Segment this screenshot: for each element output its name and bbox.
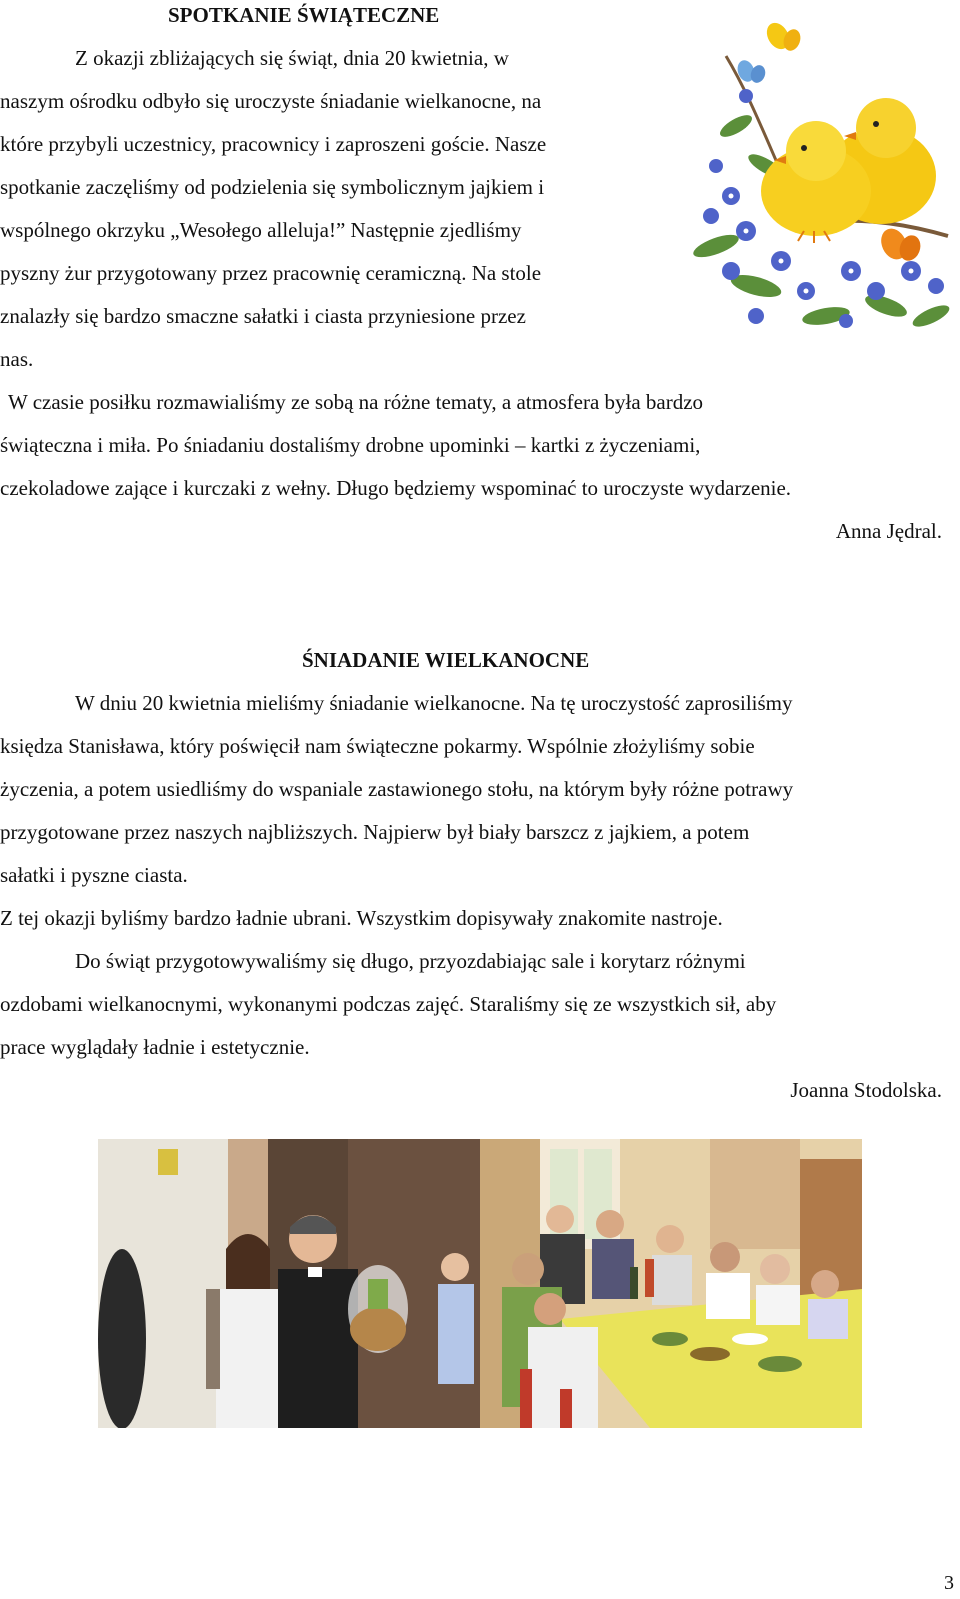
paragraph-line: znalazły się bardzo smaczne sałatki i ciasta przyniesione przez: [0, 304, 526, 328]
paragraph-line: W dniu 20 kwietnia mieliśmy śniadanie wielkanocne. Na tę uroczystość zaprosiliśmy: [75, 691, 793, 715]
paragraph-line: przygotowane przez naszych najbliższych. Najpierw był biały barszcz z jajkiem, a potem: [0, 820, 750, 844]
paragraph-line: które przybyli uczestnicy, pracownicy i zaproszeni goście. Nasze: [0, 132, 547, 156]
paragraph-line: świąteczna i miła. Po śniadaniu dostaliśmy drobne upominki – kartki z życzeniami,: [0, 433, 701, 457]
paragraph-line: Z tej okazji byliśmy bardzo ładnie ubrani. Wszystkim dopisywały znakomite nastroje.: [0, 906, 723, 930]
paragraph-line: pyszny żur przygotowany przez pracownię ceramiczną. Na stole: [0, 261, 542, 285]
paragraph-line: spotkanie zaczęliśmy od podzielenia się symbolicznym jajkiem i: [0, 175, 545, 199]
paragraph-line: Do świąt przygotowywaliśmy się długo, przyozdabiając sale i korytarz różnymi: [75, 949, 746, 973]
butterfly-yellow: [762, 19, 803, 53]
easter-chicks-illustration: [686, 16, 956, 338]
paragraph-line: nas.: [0, 347, 34, 371]
paragraph-line: życzenia, a potem usiedliśmy do wspaniale zastawionego stołu, na którym były różne potrawy: [0, 777, 794, 801]
paragraph-line: W czasie posiłku rozmawialiśmy ze sobą na różne tematy, a atmosfera była bardzo: [8, 390, 704, 414]
section-title-sniadanie: ŚNIADANIE WIELKANOCNE: [302, 648, 590, 672]
section-title-spotkanie: SPOTKANIE ŚWIĄTECZNE: [168, 3, 440, 27]
author-signature: Joanna Stodolska.: [790, 1078, 942, 1102]
author-signature: Anna Jędral.: [835, 519, 942, 543]
page-number: 3: [944, 1572, 954, 1594]
paragraph-line: prace wyglądały ładnie i estetycznie.: [0, 1035, 310, 1059]
paragraph-line: księdza Stanisława, który poświęcił nam świąteczne pokarmy. Wspólnie złożyliśmy sobie: [0, 734, 755, 758]
paragraph-line: czekoladowe zające i kurczaki z wełny. Długo będziemy wspominać to uroczyste wydarzenie.: [0, 476, 792, 500]
photo-priest-blessing: [98, 1139, 480, 1428]
paragraph-line: sałatki i pyszne ciasta.: [0, 863, 188, 887]
paragraph-line: Z okazji zbliżających się świąt, dnia 20 kwietnia, w: [75, 46, 509, 70]
butterfly-orange: [876, 224, 923, 263]
paragraph-line: wspólnego okrzyku „Wesołego alleluja!” Następnie zjedliśmy: [0, 218, 522, 242]
photo-festive-table: [480, 1139, 862, 1428]
paragraph-line: ozdobami wielkanocnymi, wykonanymi podczas zajęć. Staraliśmy się ze wszystkich sił, aby: [0, 992, 777, 1016]
paragraph-line: naszym ośrodku odbyło się uroczyste śniadanie wielkanocne, na: [0, 89, 542, 113]
